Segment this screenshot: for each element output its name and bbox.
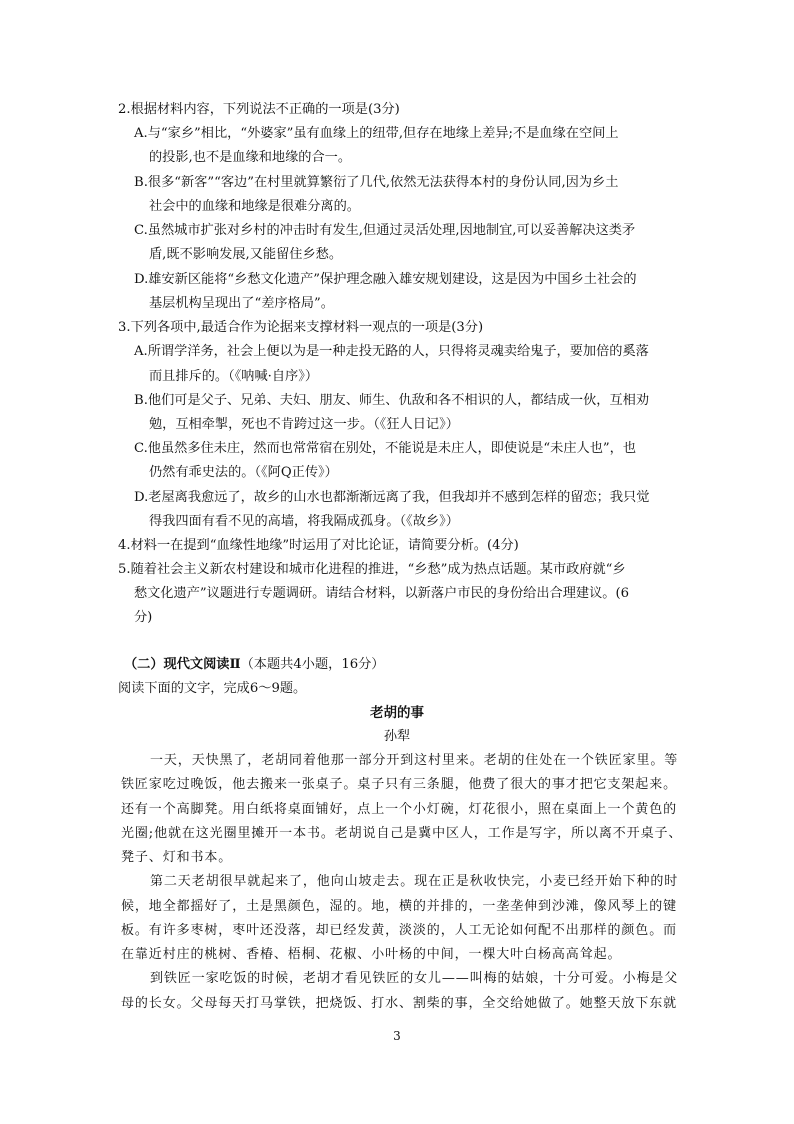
story-line-8: 板。有许多枣树，枣叶还没落，却已经发黄，淡淡的，人工无论如何配不出那样的颜色。而 [121, 923, 678, 938]
q2-option-b-line-2: 社会中的血缘和地缘是很难分离的。 [149, 199, 360, 214]
story-title: 老胡的事 [370, 705, 424, 721]
story-author: 孙犁 [383, 729, 411, 744]
q3-option-d-line-2: 得我四面有看不见的高墙，将我隔成孤身。（《故乡》） [149, 514, 459, 529]
question-2-stem: 2.根据材料内容，下列说法不正确的一项是(3分) [118, 102, 400, 117]
question-3-stem: 3.下列各项中,最适合作为论据来支撑材料一观点的一项是(3分) [118, 320, 484, 335]
q3-option-a-line-1: A.所谓学洋务，社会上便以为是一种走投无路的人，只得将灵魂卖给鬼子，要加倍的奚落 [134, 344, 649, 359]
q3-option-b-line-2: 勉，互相牵掣，死也不肯跨过这一步。（《狂人日记》） [149, 417, 459, 432]
question-5-line-3: 分) [134, 610, 153, 625]
section-2-label: （二）现代文阅读Ⅱ [124, 657, 241, 672]
q2-option-c-line-1: C.虽然城市扩张对乡村的冲击时有发生,但通过灵活处理,因地制宜,可以妥善解决这类矛 [134, 223, 636, 238]
page-number: 3 [393, 1029, 401, 1043]
q3-option-d-line-1: D.老屋离我愈远了，故乡的山水也都渐渐远离了我，但我却并不感到怎样的留恋；我只觉 [134, 490, 650, 505]
q3-option-c-line-1: C.他虽然多住未庄，然而也常常宿在别处，不能说是未庄人，即使说是“未庄人也”，也 [134, 441, 637, 456]
section-2-heading [124, 655, 384, 675]
question-5-line-1: 5.随着社会主义新农村建设和城市化进程的推进，“乡愁”成为热点话题。某市政府就“乡 [118, 562, 626, 577]
question-5-line-2: 愁文化遗产”议题进行专题调研。请结合材料，以新落户市民的身份给出合理建议。(6 [134, 586, 630, 601]
q3-option-b-line-1: B.他们可是父子、兄弟、夫妇、朋友、师生、仇敌和各不相识的人，都结成一伙，互相劝 [134, 393, 650, 408]
q2-option-d-line-2: 基层机构呈现出了“差序格局”。 [149, 296, 334, 311]
q3-option-c-line-2: 仍然有乖史法的。（《阿Q正传》） [149, 465, 338, 480]
story-line-11: 母的长女。父母每天打马掌铁，把烧饭、打水、割柴的事，全交给她做了。她整天放下东就 [121, 996, 678, 1011]
story-line-1: 一天，天快黑了，老胡同着他那一部分开到这村里来。老胡的住处在一个铁匠家里。等 [150, 753, 679, 768]
q2-option-b-line-1: B.很多“新客”“客边”在村里就算繁衍了几代,依然无法获得本村的身份认同,因为乡土 [134, 175, 619, 190]
story-line-5: 凳子、灯和书本。 [121, 850, 233, 865]
story-line-2: 铁匠家吃过晚饭，他去搬来一张桌子。桌子只有三条腿，他费了很大的事才把它支架起来。 [121, 777, 678, 792]
q3-option-a-line-2: 而且排斥的。（《呐喊·自序》） [149, 369, 319, 384]
q2-option-a-line-2: 的投影,也不是血缘和地缘的合一。 [149, 150, 352, 165]
question-4: 4.材料一在提到“血缘性地缘”时运用了对比论证，请简要分析。(4分) [118, 538, 519, 553]
q2-option-a-line-1: A.与“家乡”相比，“外婆家”虽有血缘上的纽带,但存在地缘上差异;不是血缘在空间上 [134, 126, 619, 141]
story-line-7: 候，地全都摇好了，土是黑颜色，湿的。地，横的并排的，一垄垄伸到沙滩，像风琴上的键 [121, 899, 678, 914]
section-2-note: （本题共4小题，16分） [240, 657, 385, 672]
q2-option-d-line-1: D.雄安新区能将“乡愁文化遗产”保护理念融入雄安规划建设，这是因为中国乡土社会的 [134, 272, 637, 287]
story-line-3: 还有一个高脚凳。用白纸将桌面铺好，点上一个小灯碗，灯花很小，照在桌面上一个黄色的 [121, 802, 678, 817]
story-line-4: 光圈;他就在这光圈里摊开一本书。老胡说自己是冀中区人，工作是写字，所以离不开桌子、 [121, 826, 683, 841]
section-2-instruction: 阅读下面的文字，完成6～9题。 [118, 681, 307, 696]
story-line-10: 到铁匠一家吃饭的时候，老胡才看见铁匠的女儿——叫梅的姑娘，十分可爱。小梅是父 [150, 971, 679, 986]
story-line-9: 在靠近村庄的桃树、香椿、梧桐、花椒、小叶杨的中间，一棵大叶白杨高高耸起。 [121, 947, 622, 962]
q2-option-c-line-2: 盾,既不影响发展,又能留住乡愁。 [149, 247, 343, 262]
story-line-6: 第二天老胡很早就起来了，他向山坡走去。现在正是秋收快完，小麦已经开始下种的时 [150, 874, 679, 889]
